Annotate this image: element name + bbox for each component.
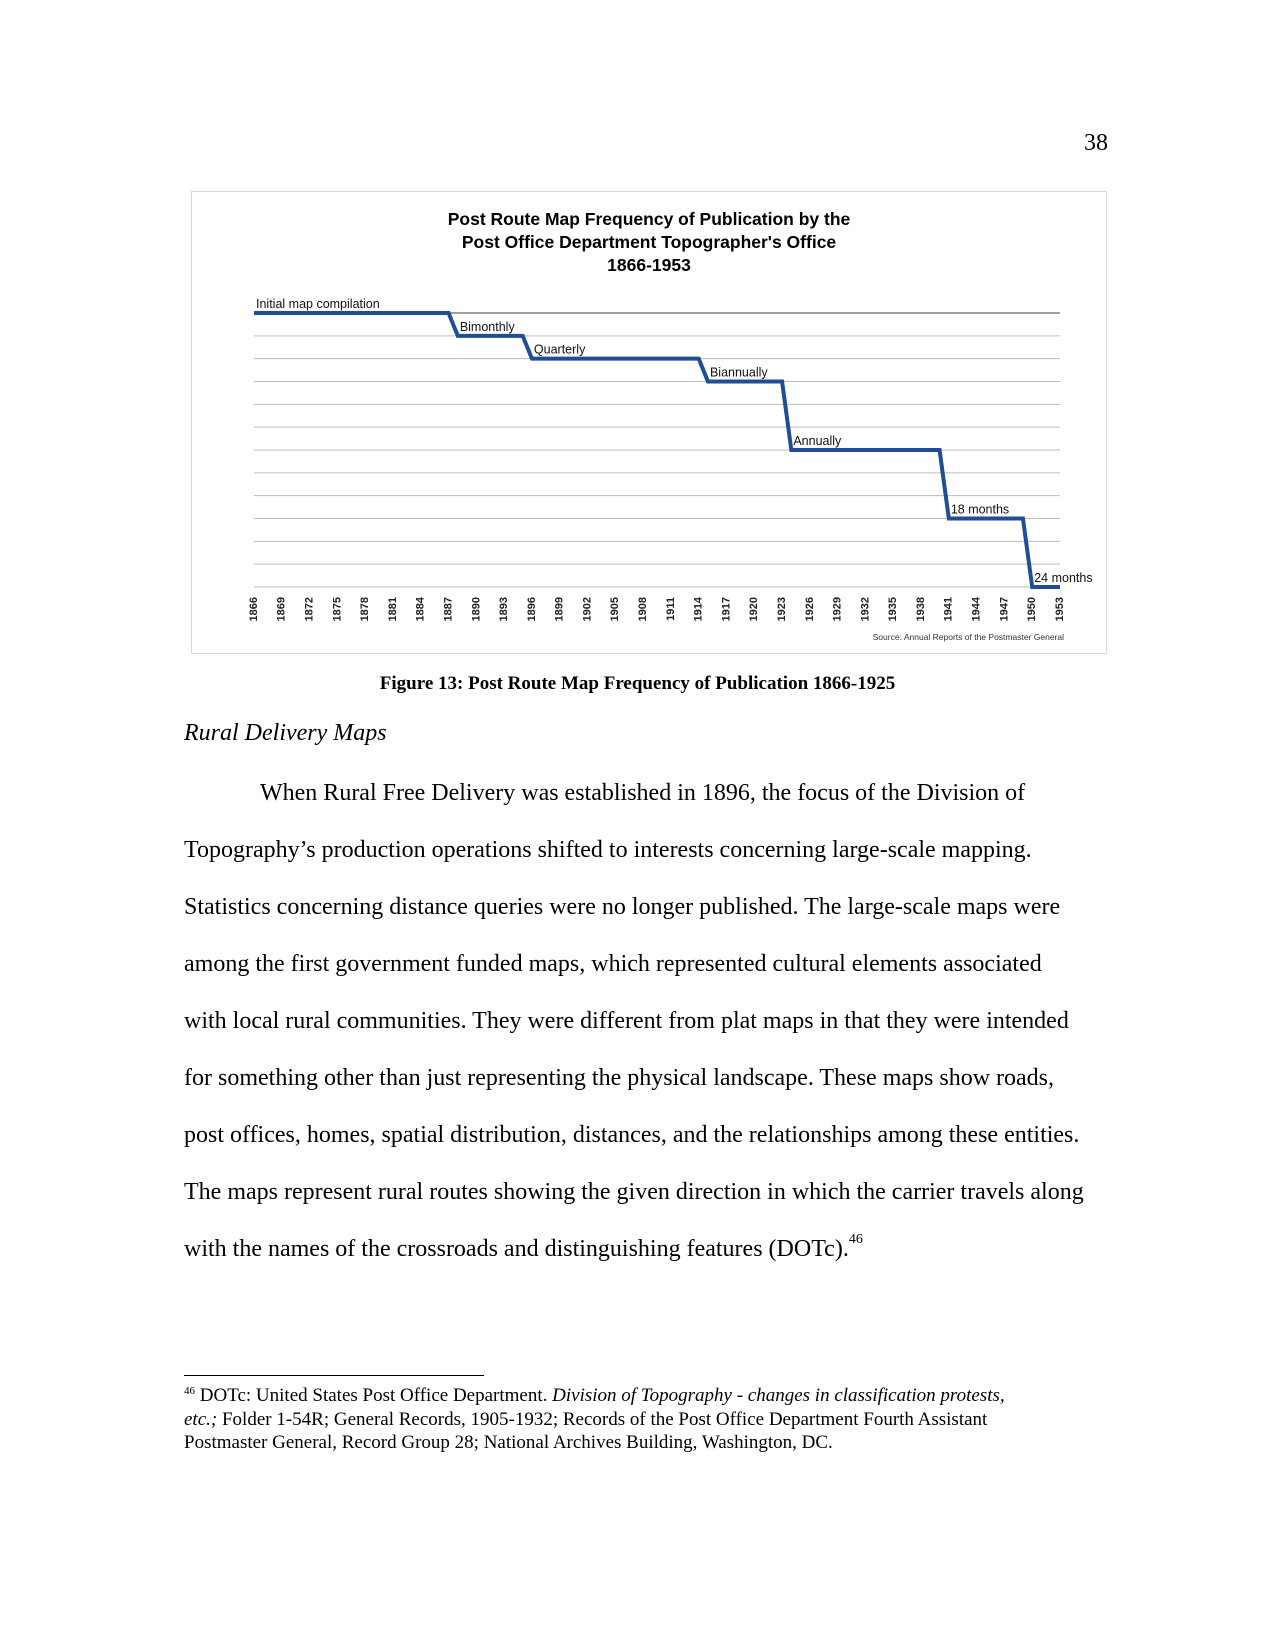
- footnote-title-cont: etc.;: [184, 1408, 218, 1430]
- x-tick-label: 1935: [887, 597, 900, 622]
- x-tick-label: 1914: [692, 597, 705, 622]
- x-tick-label: 1887: [442, 597, 455, 622]
- x-tick-label: 1920: [748, 597, 761, 622]
- footnote-number: 46: [184, 1385, 195, 1397]
- footnote-text: Folder 1-54R; General Records, 1905-1932; Records of the Post Office Department Fourth Assistant: [217, 1408, 988, 1430]
- x-tick-label: 1905: [609, 597, 622, 622]
- footnote-reference[interactable]: 46: [848, 1232, 863, 1247]
- step-chart: [192, 192, 1108, 655]
- footnote-title: Division of Topography - changes in classification protests,: [552, 1385, 1005, 1406]
- x-tick-label: 1923: [775, 597, 788, 622]
- footnote-line: [184, 1384, 1124, 1408]
- body-line: for something other than just representing the physical landscape. These maps show roads,: [184, 1065, 1055, 1091]
- x-tick-label: 1911: [664, 597, 677, 621]
- annotation-label: 24 months: [1034, 571, 1093, 585]
- x-tick-label: 1938: [914, 597, 927, 622]
- body-line: with local rural communities. They were different from plat maps in that they were intended: [184, 1008, 1069, 1034]
- figure-chart: [191, 191, 1107, 654]
- figure-caption: Figure 13: Post Route Map Frequency of Publication 1866-1925: [379, 673, 896, 694]
- x-tick-label: 1902: [581, 597, 594, 622]
- body-line: among the first government funded maps, which represented cultural elements associated: [184, 951, 1042, 977]
- annotation-label: Quarterly: [533, 342, 586, 357]
- section-heading: Rural Delivery Maps: [184, 720, 387, 746]
- x-tick-label: 1893: [498, 597, 511, 622]
- x-tick-label: 1878: [359, 597, 372, 622]
- x-tick-label: 1872: [303, 597, 316, 622]
- chart-title-line: 1866-1953: [607, 255, 691, 275]
- x-tick-label: 1941: [942, 597, 955, 622]
- x-tick-label: 1884: [414, 597, 427, 622]
- body-line-last: [184, 1221, 1124, 1278]
- x-tick-label: 1926: [803, 597, 816, 622]
- annotation-label: 18 months: [950, 502, 1010, 517]
- chart-title-line: Post Route Map Frequency of Publication by the: [447, 209, 851, 229]
- footnote-text: DOTc: United States Post Office Department.: [195, 1385, 553, 1406]
- x-tick-label: 1950: [1026, 597, 1039, 622]
- x-tick-label: 1890: [470, 597, 483, 622]
- x-tick-label: 1869: [275, 597, 288, 622]
- annotation-label: Annually: [793, 434, 842, 448]
- body-line: Statistics concerning distance queries were no longer published. The large-scale maps were: [184, 894, 1061, 920]
- x-tick-label: 1908: [637, 597, 650, 622]
- annotation-label: Biannually: [709, 365, 768, 380]
- annotation-label: Initial map compilation: [256, 297, 380, 311]
- chart-source-note: Source: Annual Reports of the Postmaster General: [872, 632, 1064, 642]
- chart-title-line: Post Office Department Topographer's Office: [461, 232, 837, 252]
- footnote-line: [184, 1408, 1124, 1432]
- x-tick-label: 1947: [998, 597, 1011, 622]
- x-tick-label: 1953: [1053, 597, 1066, 622]
- x-tick-label: 1917: [720, 597, 733, 622]
- body-line: The maps represent rural routes showing the given direction in which the carrier travels along: [184, 1179, 1084, 1205]
- x-tick-label: 1944: [970, 597, 983, 622]
- footnote-line: Postmaster General, Record Group 28; National Archives Building, Washington, DC.: [184, 1432, 833, 1453]
- x-tick-label: 1899: [553, 597, 566, 622]
- footnote-separator: [184, 1375, 484, 1376]
- body-paragraph: [184, 765, 1124, 1278]
- x-tick-label: 1881: [386, 597, 399, 622]
- body-line: post offices, homes, spatial distribution, distances, and the relationships among these entities.: [184, 1122, 1080, 1148]
- body-line: Topography’s production operations shifted to interests concerning large-scale mapping.: [184, 837, 1032, 863]
- body-line: When Rural Free Delivery was established in 1896, the focus of the Division of: [260, 780, 1026, 806]
- annotation-label: Bimonthly: [459, 319, 515, 334]
- footnote: [184, 1384, 1124, 1455]
- page-number: 38: [1084, 130, 1108, 156]
- x-tick-label: 1866: [247, 597, 260, 622]
- body-line-text: with the names of the crossroads and distinguishing features (DOTc).: [184, 1236, 849, 1262]
- x-tick-label: 1932: [859, 597, 872, 622]
- x-tick-label: 1875: [331, 597, 344, 622]
- x-tick-label: 1896: [525, 597, 538, 622]
- x-tick-label: 1929: [831, 597, 844, 622]
